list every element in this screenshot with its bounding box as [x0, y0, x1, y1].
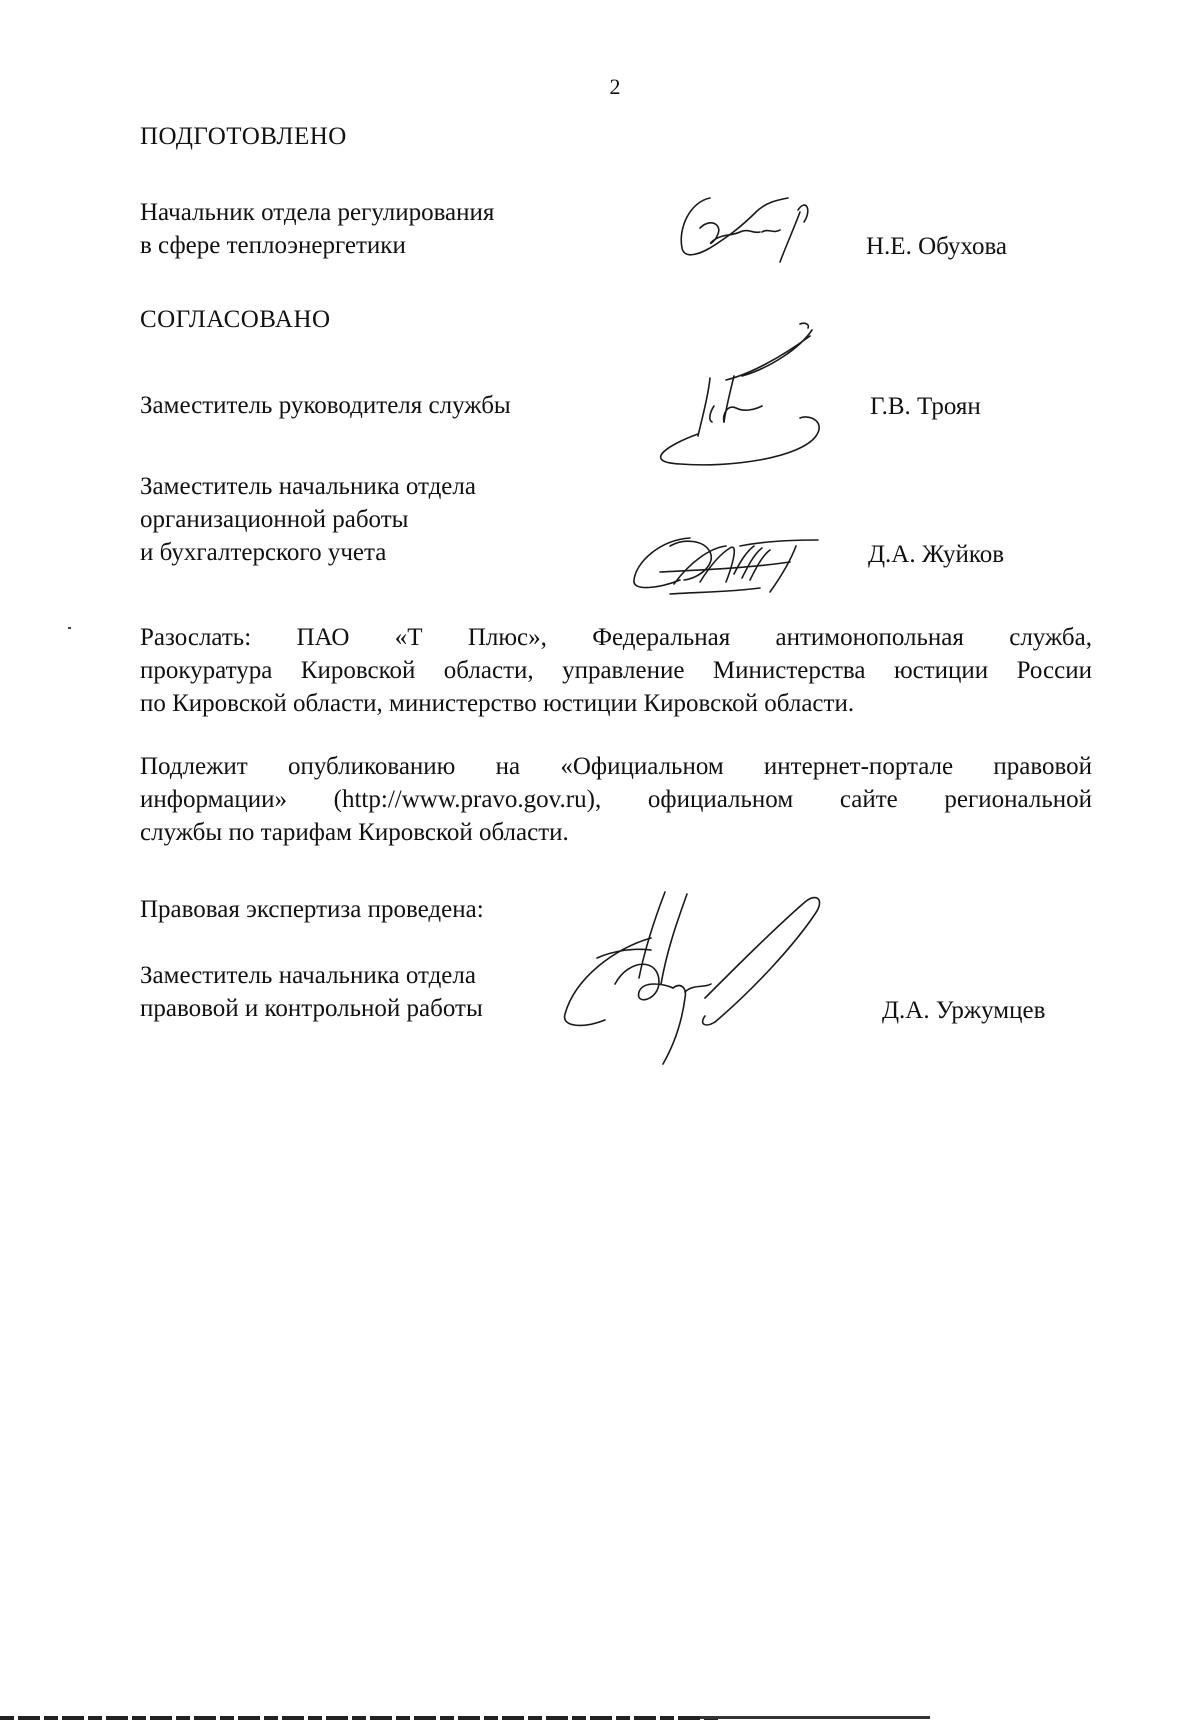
prepared-position [140, 196, 494, 262]
agreed-signer2-position [140, 470, 476, 569]
agreed-signer1-name: Г.В. Троян [870, 393, 981, 420]
legal-review-heading: Правовая экспертиза проведена: [140, 896, 484, 923]
agreed-signer2-name: Д.А. Жуйков [868, 541, 1005, 568]
page-number: 2 [609, 74, 621, 99]
agreed-signer2-position-line-1: Заместитель начальника отдела [140, 473, 476, 500]
agreed-signer1-position: Заместитель руководителя службы [140, 392, 511, 419]
scan-speck [68, 627, 71, 629]
agreed-heading: СОГЛАСОВАНО [140, 306, 331, 333]
signature-troyan [650, 318, 870, 478]
scan-edge-artifact-2 [700, 1716, 930, 1719]
signature-obukhova [670, 188, 850, 268]
distribution-paragraph [140, 621, 1092, 720]
prepared-heading: ПОДГОТОВЛЕНО [140, 123, 347, 150]
agreed-signer2-position-line-2: организационной работы [140, 506, 409, 533]
publication-line-1: Подлежит опубликованию на «Официальном интернет-портале правовой [140, 753, 1092, 780]
legal-review-name: Д.А. Уржумцев [882, 997, 1046, 1024]
distribution-line-1: Разослать: ПАО «Т Плюс», Федеральная антимонопольная служба, [140, 624, 1092, 651]
publication-line-3: службы по тарифам Кировской области. [140, 819, 569, 846]
scan-edge-artifact [0, 1716, 720, 1720]
legal-review-position-line-1: Заместитель начальника отдела [140, 962, 476, 989]
signature-zhuykov [630, 522, 830, 602]
prepared-position-line-2: в сфере теплоэнергетики [140, 232, 406, 259]
distribution-line-2: прокуратура Кировской области, управление Министерства юстиции России [140, 657, 1092, 684]
legal-review-position [140, 959, 483, 1025]
signature-urzhumtsev [555, 888, 855, 1068]
distribution-line-3: по Кировской области, министерство юстиции Кировской области. [140, 690, 855, 717]
prepared-position-line-1: Начальник отдела регулирования [140, 199, 495, 226]
prepared-name: Н.Е. Обухова [866, 233, 1008, 260]
legal-review-position-line-2: правовой и контрольной работы [140, 995, 483, 1022]
publication-line-2: информации» (http://www.pravo.gov.ru), официальном сайте региональной [140, 786, 1092, 813]
publication-paragraph [140, 750, 1092, 849]
agreed-signer2-position-line-3: и бухгалтерского учета [140, 539, 387, 566]
